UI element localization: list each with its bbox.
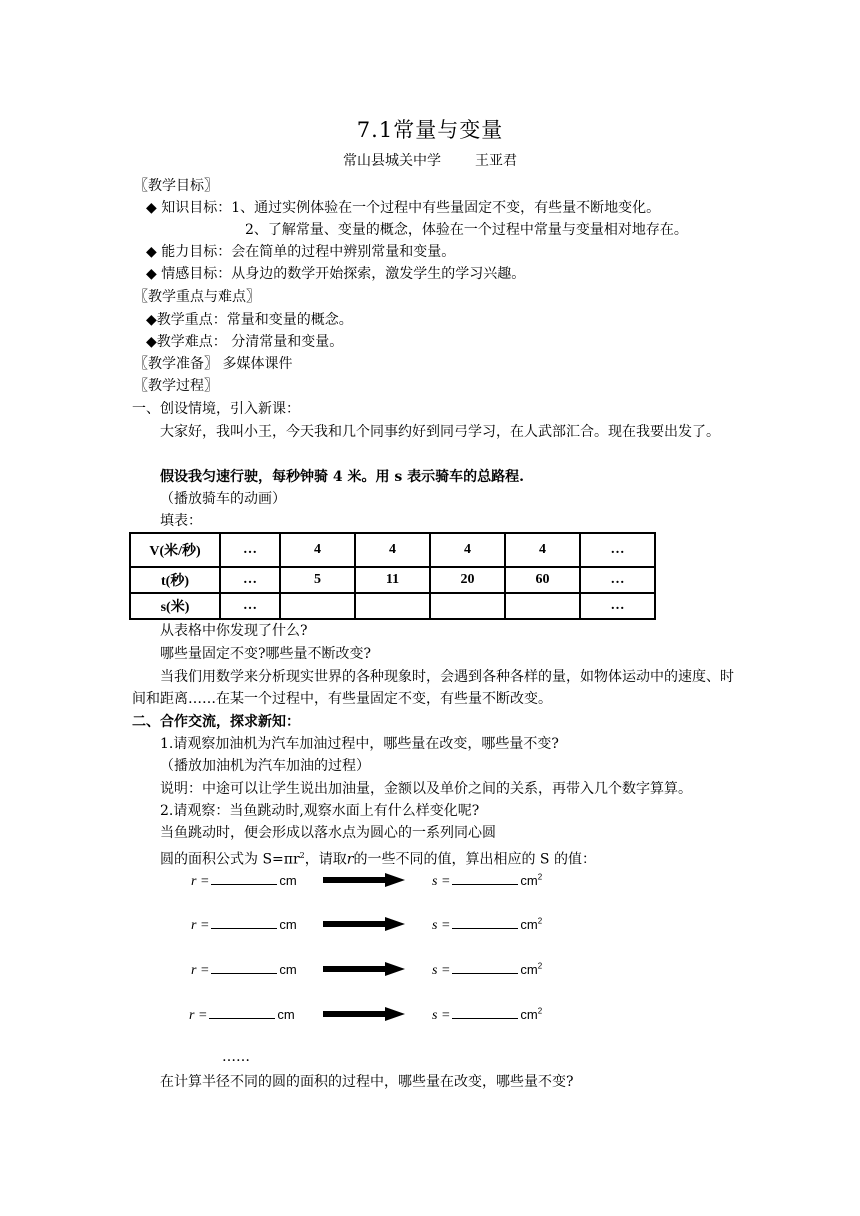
s-unit-sup: 2 bbox=[537, 961, 543, 971]
section1-para4: 填表： bbox=[160, 513, 202, 529]
table-cell: … bbox=[220, 593, 280, 619]
table-row bbox=[130, 533, 655, 567]
r-label: r = bbox=[191, 918, 210, 933]
radius-entry bbox=[191, 961, 297, 979]
arrow-right-icon bbox=[323, 917, 405, 931]
section1-para1: 大家好，我叫小王，今天我和几个同事约好到同弓学习，在人武部汇合。现在我要出发了。 bbox=[160, 424, 720, 440]
author-name: 王亚君 bbox=[475, 153, 517, 169]
area-entry bbox=[432, 961, 542, 979]
process-heading: 〖教学过程〗 bbox=[134, 378, 218, 394]
table-cell bbox=[355, 593, 430, 619]
final-question: 在计算半径不同的圆的面积的过程中，哪些量在改变，哪些量不变? bbox=[160, 1074, 574, 1090]
page-title: 7.1常量与变量 bbox=[356, 118, 504, 142]
table-row bbox=[130, 567, 655, 593]
s-unit-sup: 2 bbox=[537, 1006, 543, 1016]
table-cell: 4 bbox=[505, 533, 580, 567]
s-label: s = bbox=[432, 1008, 451, 1023]
table-cell: 11 bbox=[355, 567, 430, 593]
table-cell: 4 bbox=[280, 533, 355, 567]
r-unit: cm bbox=[279, 917, 297, 932]
section1-heading: 一、创设情境，引入新课： bbox=[132, 401, 300, 417]
radius-entry bbox=[191, 872, 297, 890]
knowledge-objective-1: ◆ 知识目标：1、通过实例体验在一个过程中有些量固定不变，有些量不断地变化。 bbox=[146, 200, 661, 216]
s-unit: cm bbox=[520, 873, 538, 888]
arrow-right-icon bbox=[323, 1007, 405, 1021]
r-unit: cm bbox=[279, 962, 297, 977]
r-unit: cm bbox=[277, 1007, 295, 1022]
formula-var: r bbox=[346, 851, 354, 868]
teaching-focus: ◆教学重点：常量和变量的概念。 bbox=[146, 312, 353, 328]
radius-blank[interactable] bbox=[209, 1006, 275, 1019]
table-cell: … bbox=[580, 567, 655, 593]
section1-para3: （播放骑车的动画） bbox=[160, 491, 286, 507]
radius-blank[interactable] bbox=[211, 872, 277, 885]
r-unit: cm bbox=[279, 873, 297, 888]
s-unit: cm bbox=[520, 962, 538, 977]
section2-heading: 二、合作交流，探求新知： bbox=[132, 714, 300, 730]
s-unit-sup: 2 bbox=[537, 916, 543, 926]
author-school: 常山县城关中学 bbox=[343, 153, 441, 169]
table-cell bbox=[430, 593, 505, 619]
table-cell: V(米/秒) bbox=[130, 533, 220, 567]
area-entry bbox=[432, 1006, 542, 1024]
formula-pre: 圆的面积公式为 S=πr bbox=[160, 851, 300, 868]
table-cell bbox=[505, 593, 580, 619]
r-label: r = bbox=[189, 1008, 208, 1023]
arrow-right-icon bbox=[323, 873, 405, 887]
section2-item1: 1.请观察加油机为汽车加油过程中，哪些量在改变，哪些量不变? bbox=[160, 736, 559, 752]
section2-item2: 2.请观察：当鱼跳动时,观察水面上有什么样变化呢? bbox=[160, 803, 480, 819]
radius-entry bbox=[189, 1006, 295, 1024]
ellipsis: …… bbox=[222, 1049, 250, 1065]
table-cell: 60 bbox=[505, 567, 580, 593]
section2-item2-line: 当鱼跳动时，便会形成以落水点为圆心的一系列同心圆 bbox=[160, 825, 496, 841]
table-cell: 4 bbox=[430, 533, 505, 567]
area-blank[interactable] bbox=[452, 961, 518, 974]
table-cell bbox=[280, 593, 355, 619]
radius-entry bbox=[191, 916, 297, 934]
table-cell: … bbox=[580, 533, 655, 567]
table-cell: 4 bbox=[355, 533, 430, 567]
section2-item1-note: （播放加油机为汽车加油的过程） bbox=[160, 758, 370, 774]
s-label: s = bbox=[432, 874, 451, 889]
table-row bbox=[130, 593, 655, 619]
s-unit: cm bbox=[520, 1007, 538, 1022]
emotion-objective: ◆ 情感目标：从身边的数学开始探索，激发学生的学习兴趣。 bbox=[146, 266, 526, 282]
r-label: r = bbox=[191, 963, 210, 978]
author-line bbox=[0, 150, 860, 170]
area-blank[interactable] bbox=[452, 1006, 518, 1019]
question-table-discovery: 从表格中你发现了什么? bbox=[160, 623, 308, 639]
section1-para5: 当我们用数学来分析现实世界的各种现象时，会遇到各种各样的量，如物体运动中的速度、时间和距离……在某一个过程中，有些量固定不变，有些量不断改变。 bbox=[132, 669, 734, 707]
s-label: s = bbox=[432, 918, 451, 933]
section1-para2: 假设我匀速行驶，每秒钟骑 4 米。用 s 表示骑车的总路程. bbox=[160, 469, 524, 485]
table-cell: s(米) bbox=[130, 593, 220, 619]
teaching-difficulty: ◆教学难点： 分清常量和变量。 bbox=[146, 334, 344, 350]
area-entry bbox=[432, 916, 542, 934]
radius-blank[interactable] bbox=[211, 961, 277, 974]
key-points-heading: 〖教学重点与难点〗 bbox=[134, 289, 260, 305]
circle-area-formula bbox=[160, 845, 596, 871]
table-cell: … bbox=[220, 567, 280, 593]
table-cell: 20 bbox=[430, 567, 505, 593]
formula-mid: ，请取 bbox=[304, 851, 347, 868]
area-entry bbox=[432, 872, 542, 890]
r-label: r = bbox=[191, 874, 210, 889]
speed-time-distance-table bbox=[129, 532, 656, 620]
s-label: s = bbox=[432, 963, 451, 978]
question-constant-variable: 哪些量固定不变?哪些量不断改变? bbox=[160, 646, 372, 662]
area-blank[interactable] bbox=[452, 916, 518, 929]
s-unit-sup: 2 bbox=[537, 872, 543, 882]
table-cell: 5 bbox=[280, 567, 355, 593]
area-blank[interactable] bbox=[452, 872, 518, 885]
formula-post: 的一些不同的值，算出相应的 S 的值： bbox=[353, 851, 596, 868]
table-cell: … bbox=[580, 593, 655, 619]
ability-objective: ◆ 能力目标：会在简单的过程中辨别常量和变量。 bbox=[146, 244, 456, 260]
arrow-right-icon bbox=[323, 962, 405, 976]
table-cell: t(秒) bbox=[130, 567, 220, 593]
teaching-preparation: 〖教学准备〗 多媒体课件 bbox=[134, 356, 293, 372]
s-unit: cm bbox=[520, 917, 538, 932]
table-cell: … bbox=[220, 533, 280, 567]
formula-sup: 2 bbox=[299, 851, 305, 860]
radius-blank[interactable] bbox=[211, 916, 277, 929]
section2-explain: 说明：中途可以让学生说出加油量，金额以及单价之间的关系，再带入几个数字算算。 bbox=[160, 781, 692, 797]
objectives-heading: 〖教学目标〗 bbox=[134, 178, 218, 194]
knowledge-objective-2: 2、了解常量、变量的概念，体验在一个过程中常量与变量相对地存在。 bbox=[245, 222, 688, 238]
